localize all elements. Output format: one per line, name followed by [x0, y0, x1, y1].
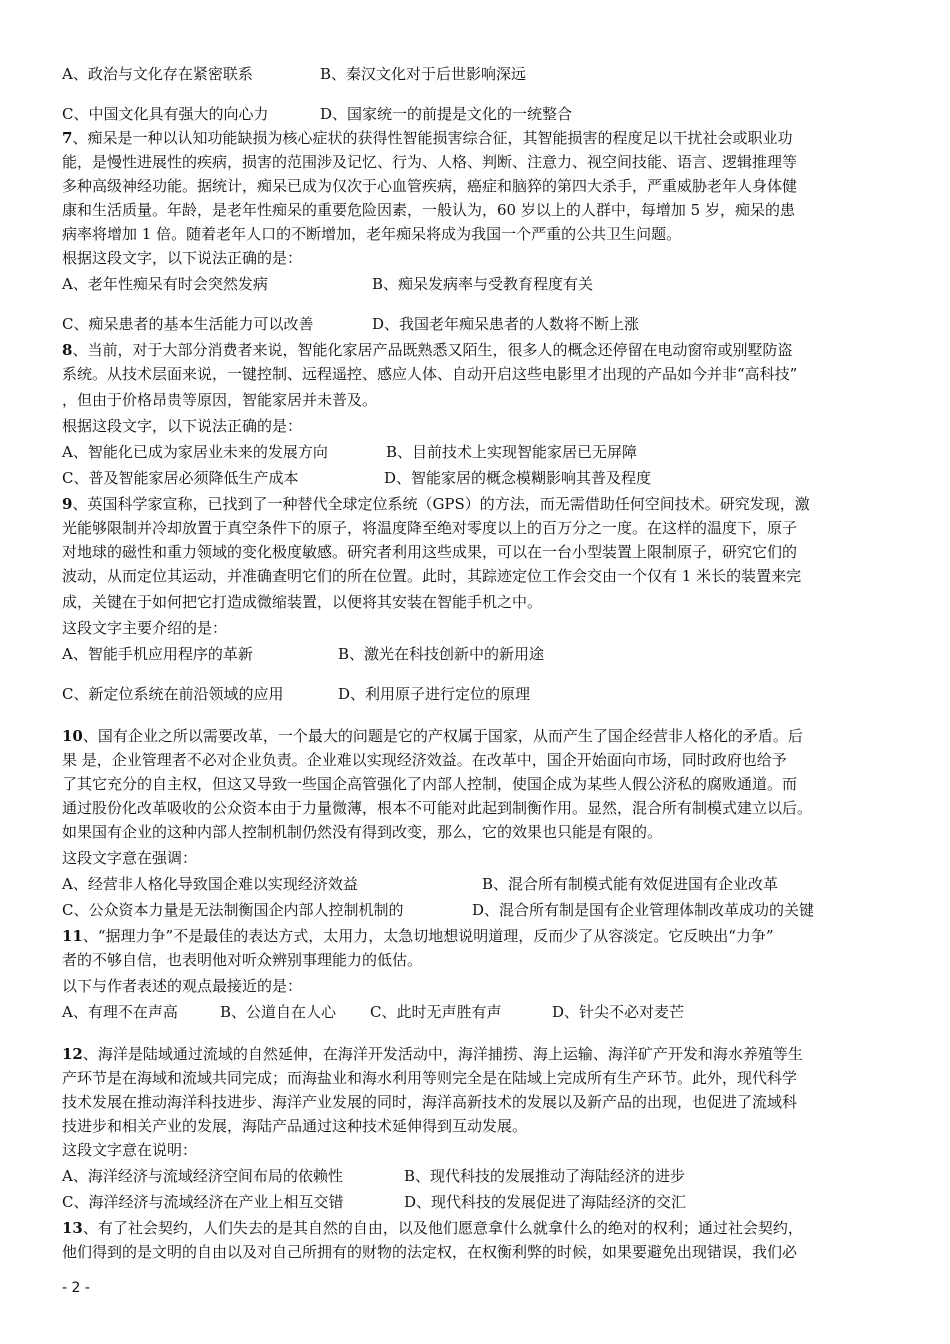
option-b: B、现代科技的发展推动了海陆经济的进步 — [404, 1167, 686, 1185]
question-9-line: 对地球的磁性和重力领域的变化极度敏感。研究者利用这些成果，可以在一台小型装置上限制原子，研究它们的 — [62, 543, 798, 561]
question-8-prompt: 根据这段文字，以下说法正确的是： — [62, 417, 303, 435]
option-a: A、政治与文化存在紧密联系 — [62, 65, 253, 83]
question-7-line: 多种高级神经功能。据统计，痴呆已成为仅次于心血管疾病，癌症和脑猝的第四大杀手，严重威胁老年人身体健 — [62, 177, 798, 195]
page-number: - 2 - — [62, 1280, 90, 1296]
question-9-line: 光能够限制并冷却放置于真空条件下的原子，将温度降至绝对零度以上的百万分之一度。在这样的温度下，原子 — [62, 519, 798, 537]
question-text: 、“据理力争”不是最佳的表达方式，太用力，太急切地想说明道理，反而少了从容淡定。它反映出“力争” — [82, 927, 774, 945]
option-b: B、痴呆发病率与受教育程度有关 — [372, 275, 594, 293]
question-number: 11 — [62, 927, 83, 945]
option-c: C、普及智能家居必须降低生产成本 — [62, 469, 299, 487]
question-number: 10 — [62, 727, 83, 745]
option-d: D、国家统一的前提是文化的一统整合 — [320, 105, 573, 123]
question-12-prompt: 这段文字意在说明： — [62, 1141, 198, 1159]
question-11-line: 者的不够自信，也表明他对听众辨别事理能力的低估。 — [62, 951, 423, 969]
question-10-line: 了其它充分的自主权，但这又导致一些国企高管强化了内部人控制，使国企成为某些人假公济私的腐败通道。而 — [62, 775, 798, 793]
question-10-line: 果 是，企业管理者不必对企业负责。企业难以实现经济效益。在改革中，国企开始面向市场，同时政府也给予 — [62, 751, 787, 769]
question-8-line: ，但由于价格昂贵等原因，智能家居并未普及。 — [62, 391, 378, 409]
question-12-line: 产环节是在海域和流域共同完成；而海盐业和海水利用等则完全是在陆域上完成所有生产环节。此外，现代科学 — [62, 1069, 798, 1087]
question-9-line: 成，关键在于如何把它打造成微缩装置，以便将其安装在智能手机之中。 — [62, 593, 543, 611]
question-number: 13 — [62, 1219, 83, 1237]
question-text: 、英国科学家宣称，已找到了一种替代全球定位系统（GPS）的方法，而无需借助任何空间技术。研究发现，激 — [72, 495, 810, 513]
question-text: 、国有企业之所以需要改革，一个最大的问题是它的产权属于国家，从而产生了国企经营非人格化的矛盾。后 — [82, 727, 803, 745]
question-text: 、有了社会契约，人们失去的是其自然的自由，以及他们愿意拿什么就拿什么的绝对的权利；通过社会契约， — [82, 1219, 803, 1237]
option-c: C、公众资本力量是无法制衡国企内部人控制机制的 — [62, 901, 404, 919]
option-b: B、公道自在人心 — [220, 1003, 337, 1021]
option-b: B、激光在科技创新中的新用途 — [338, 645, 545, 663]
question-13-line: 他们得到的是文明的自由以及对自己所拥有的财物的法定权，在权衡利弊的时候，如果要避免出现错误，我们必 — [62, 1243, 798, 1261]
question-10-line — [62, 726, 803, 746]
question-11-line — [62, 926, 774, 946]
question-number: 8 — [62, 341, 73, 359]
option-c: C、新定位系统在前沿领域的应用 — [62, 685, 284, 703]
option-b: B、目前技术上实现智能家居已无屏障 — [386, 443, 638, 461]
question-text: 、海洋是陆域通过流域的自然延伸，在海洋开发活动中，海洋捕捞、海上运输、海洋矿产开发和海水养殖等生 — [82, 1045, 803, 1063]
question-12-line: 技术发展在推动海洋科技进步、海洋产业发展的同时，海洋高新技术的发展以及新产品的出现，也促进了流域科 — [62, 1093, 798, 1111]
question-10-prompt: 这段文字意在强调： — [62, 849, 198, 867]
option-a: A、有理不在声高 — [62, 1003, 178, 1021]
option-a: A、老年性痴呆有时会突然发病 — [62, 275, 268, 293]
question-8-line — [62, 340, 792, 360]
option-b: B、混合所有制模式能有效促进国有企业改革 — [482, 875, 779, 893]
option-d: D、智能家居的概念模糊影响其普及程度 — [384, 469, 652, 487]
question-10-line: 如果国有企业的这种内部人控制机制仍然没有得到改变，那么，它的效果也只能是有限的。 — [62, 823, 663, 841]
question-number: 9 — [62, 495, 73, 513]
question-12-line: 技进步和相关产业的发展，海陆产品通过这种技术延伸得到互动发展。 — [62, 1117, 528, 1135]
question-7-line: 病率将增加 1 倍。随着老年人口的不断增加，老年痴呆将成为我国一个严重的公共卫生问题。 — [62, 225, 682, 243]
option-d: D、我国老年痴呆患者的人数将不断上涨 — [372, 315, 640, 333]
question-8-line: 系统。从技术层面来说，一键控制、远程遥控、感应人体、自动开启这些电影里才出现的产品如今并非“高科技” — [62, 365, 798, 383]
option-d: D、利用原子进行定位的原理 — [338, 685, 531, 703]
question-number: 12 — [62, 1045, 83, 1063]
question-number: 7 — [62, 129, 73, 147]
question-12-line — [62, 1044, 803, 1064]
option-d: D、针尖不必对麦芒 — [552, 1003, 685, 1021]
option-d: D、混合所有制是国有企业管理体制改革成功的关键 — [472, 901, 815, 919]
option-c: C、海洋经济与流域经济在产业上相互交错 — [62, 1193, 344, 1211]
option-a: A、智能手机应用程序的革新 — [62, 645, 253, 663]
option-c: C、此时无声胜有声 — [370, 1003, 502, 1021]
question-13-line — [62, 1218, 803, 1238]
option-c: C、痴呆患者的基本生活能力可以改善 — [62, 315, 314, 333]
option-a: A、海洋经济与流域经济空间布局的依赖性 — [62, 1167, 343, 1185]
question-9-line — [62, 494, 810, 514]
question-text: 、当前，对于大部分消费者来说，智能化家居产品既熟悉又陌生，很多人的概念还停留在电动窗帘或别墅防盗 — [72, 341, 793, 359]
option-d: D、现代科技的发展促进了海陆经济的交汇 — [404, 1193, 687, 1211]
question-9-prompt: 这段文字主要介绍的是： — [62, 619, 228, 637]
question-7-line: 康和生活质量。年龄，是老年性痴呆的重要危险因素，一般认为，60 岁以上的人群中，每增加 5 岁，痴呆的患 — [62, 201, 795, 219]
question-text: 、痴呆是一种以认知功能缺损为核心症状的获得性智能损害综合征，其智能损害的程度足以干扰社会或职业功 — [72, 129, 793, 147]
question-7-prompt: 根据这段文字，以下说法正确的是： — [62, 249, 303, 267]
option-a: A、智能化已成为家居业未来的发展方向 — [62, 443, 328, 461]
question-9-line: 波动，从而定位其运动，并准确查明它们的所在位置。此时，其踪迹定位工作会交由一个仅有 1 米长的装置来完 — [62, 567, 802, 585]
question-11-prompt: 以下与作者表述的观点最接近的是： — [62, 977, 303, 995]
option-c: C、中国文化具有强大的向心力 — [62, 105, 269, 123]
question-10-line: 通过股份化改革吸收的公众资本由于力量微薄，根本不可能对此起到制衡作用。显然，混合所有制模式建立以后。 — [62, 799, 813, 817]
option-a: A、经营非人格化导致国企难以实现经济效益 — [62, 875, 358, 893]
option-b: B、秦汉文化对于后世影响深远 — [320, 65, 527, 83]
question-7-line: 能，是慢性进展性的疾病，损害的范围涉及记忆、行为、人格、判断、注意力、视空间技能、语言、逻辑推理等 — [62, 153, 798, 171]
question-7-line — [62, 128, 792, 148]
